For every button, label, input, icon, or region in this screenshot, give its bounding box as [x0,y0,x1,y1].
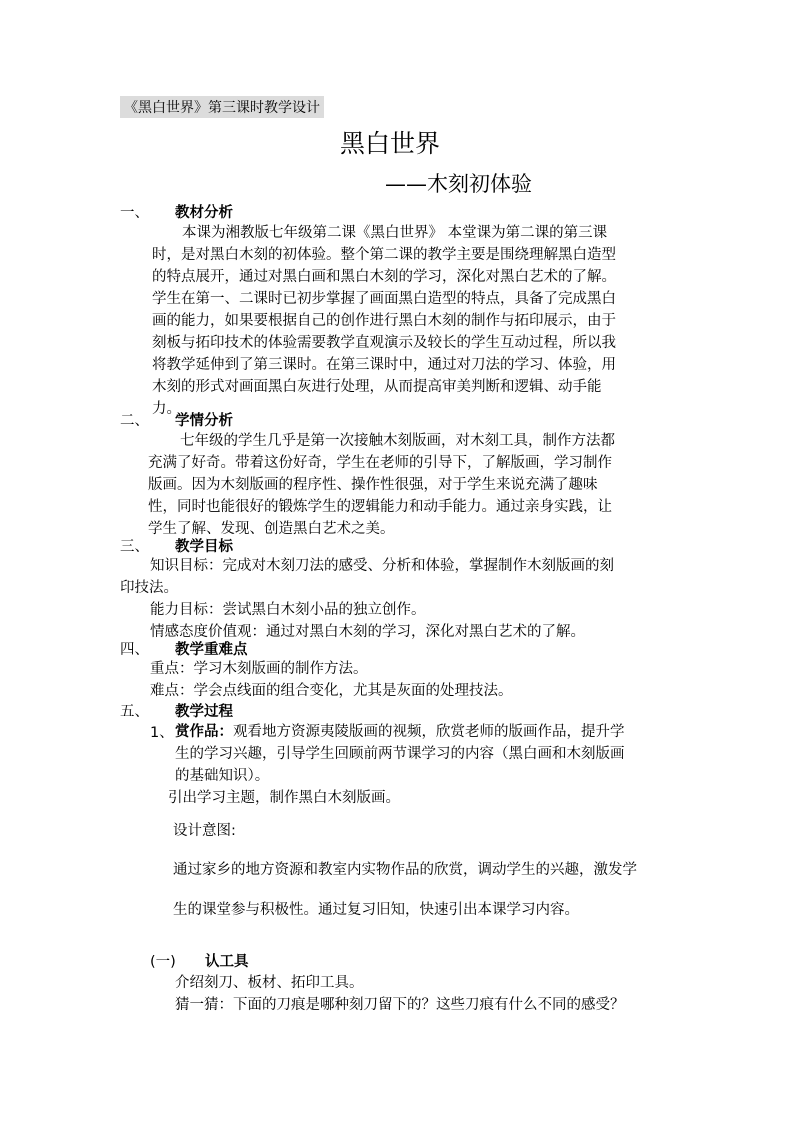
section-3-number: 三、 [120,539,149,555]
process-item-1-intro: 引出学习主题，制作黑白木刻版画。 [168,790,400,806]
section-2-number: 二、 [120,413,149,429]
text-line: 充满了好奇。带着这份好奇，学生在老师的引导下，了解版画，学习制作 [148,455,612,471]
section-5-title: 教学过程 [175,704,233,720]
text-line: 将教学延伸到了第三课时。在第三课时中，通过对刀法的学习、体验，用 [152,357,616,373]
text-line: 学生在第一、二课时已初步掌握了画面黑白造型的特点，具备了完成黑白 [152,291,616,307]
section-3-title: 教学目标 [175,539,233,555]
section-5-number: 五、 [120,704,149,720]
text-line: 重点：学习木刻版画的制作方法。 [150,661,368,677]
section-4-body [150,658,513,702]
text-line: 知识目标：完成对木刻刀法的感受、分析和体验，掌握制作木刻版画的刻 [150,558,614,574]
text-line: 情感态度价值观：通过对黑白木刻的学习，深化对黑白艺术的了解。 [150,624,585,640]
text-line: 印技法。 [120,580,178,596]
document-header-tag: 《黑白世界》第三课时教学设计 [120,96,324,118]
text-line: 的基础知识）。 [175,768,270,784]
design-intent-line-2: 生的课堂参与积极性。通过复习旧知，快速引出本课学习内容。 [173,902,579,918]
text-line: 版画。因为木刻版画的程序性、操作性很强，对于学生来说充满了趣味 [148,477,598,493]
subsection-1-line-2: 猜一猜：下面的刀痕是哪种刻刀留下的？这些刀痕有什么不同的感受？ [175,997,625,1013]
section-4-number: 四、 [120,642,149,658]
section-1-title: 教材分析 [175,205,233,221]
text-line: 刻板与拓印技术的体验需要教学直观演示及较长的学生互动过程，所以我 [152,335,616,351]
section-4-title: 教学重难点 [175,642,248,658]
process-item-1-body [175,721,625,787]
process-item-1-number: 1、 [150,725,174,741]
design-intent-line-1: 通过家乡的地方资源和教室内实物作品的欣赏，调动学生的兴趣，激发学 [173,862,637,878]
text-line: 能力目标：尝试黑白木刻小品的独立创作。 [150,602,426,618]
text-line: 时，是对黑白木刻的初体验。整个第二课的教学主要是围绕理解黑白造型 [152,247,616,263]
text-line: 学生了解、发现、创造黑白艺术之美。 [148,521,395,537]
text-line: 难点：学会点线面的组合变化，尤其是灰面的处理技法。 [150,683,513,699]
process-item-1-label: 赏作品： [175,724,233,740]
text-line: 画的能力，如果要根据自己的创作进行黑白木刻的制作与拓印展示，由于 [152,313,616,329]
section-1-body [152,222,616,420]
text-line: 七年级的学生几乎是第一次接触木刻版画，对木刻工具，制作方法都 [180,433,615,449]
section-2-body [148,430,615,540]
subsection-1-line-1: 介绍刻刀、板材、拓印工具。 [175,975,364,991]
text-line: 性，同时也能很好的锻炼学生的逻辑能力和动手能力。通过亲身实践，让 [148,499,612,515]
text-line: 木刻的形式对画面黑白灰进行处理，从而提高审美判断和逻辑、动手能 [152,379,602,395]
section-3-body [120,555,614,643]
design-intent-label: 设计意图: [173,823,236,839]
section-2-title: 学情分析 [175,413,233,429]
section-1-number: 一、 [120,205,149,221]
text-line: 本课为湘教版七年级第二课《黑白世界》 本堂课为第二课的第三课 [182,225,608,241]
text-line: 的特点展开，通过对黑白画和黑白木刻的学习，深化对黑白艺术的了解。 [152,269,616,285]
subsection-1-number: (一) [150,954,176,970]
text-line: 生的学习兴趣，引导学生回顾前两节课学习的内容（黑白画和木刻版画 [175,746,625,762]
subsection-1-title: 认工具 [205,954,249,970]
text-line: 观看地方资源夷陵版画的视频，欣赏老师的版画作品，提升学 [233,724,625,740]
text-line: 力。 [152,401,181,417]
document-title: 黑白世界 [340,129,441,158]
document-subtitle: ——木刻初体验 [385,172,532,196]
